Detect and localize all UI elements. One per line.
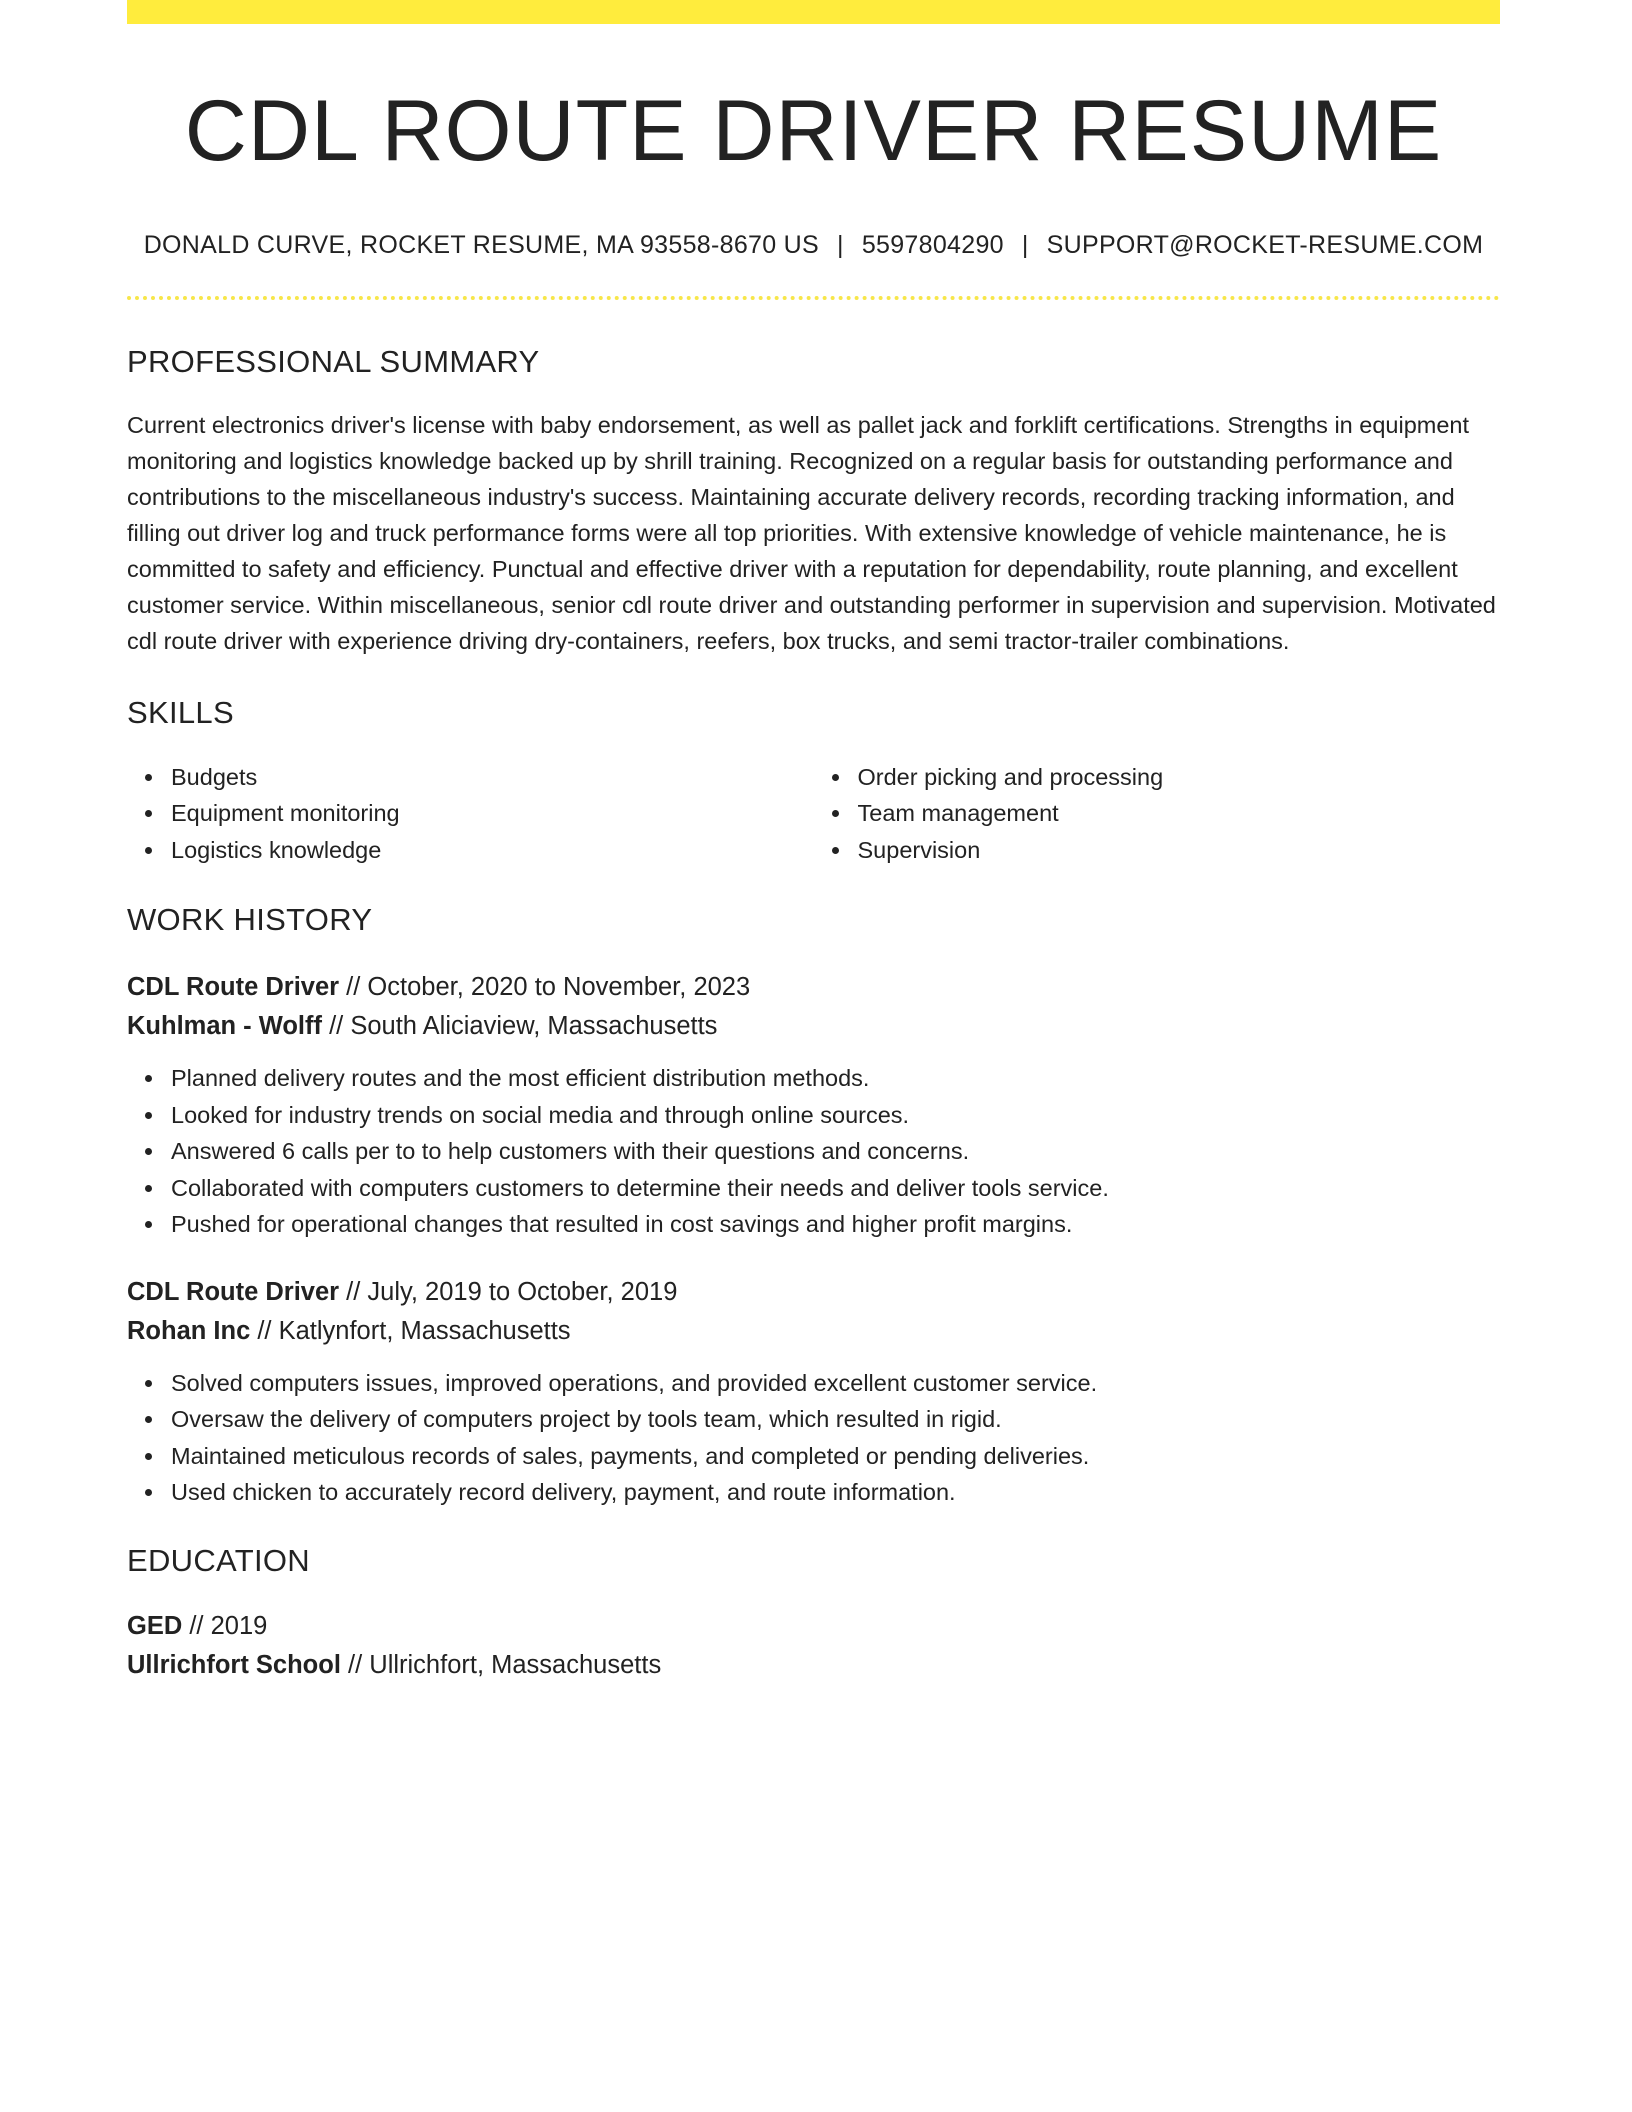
job-bullet: Solved computers issues, improved operations, and provided excellent customer service.	[171, 1365, 1500, 1402]
contact-separator: |	[1021, 230, 1029, 259]
job-company: Kuhlman - Wolff	[127, 1012, 322, 1041]
contact-address: DONALD CURVE, ROCKET RESUME, MA 93558-8670 US	[143, 230, 820, 259]
top-accent-bar	[127, 0, 1500, 24]
job-location: // South Aliciaview, Massachusetts	[322, 1012, 718, 1041]
skill-item: Supervision	[858, 832, 1501, 869]
job-bullet: Looked for industry trends on social media and through online sources.	[171, 1097, 1500, 1134]
contact-phone: 5597804290	[861, 230, 1004, 259]
contact-email: SUPPORT@ROCKET-RESUME.COM	[1046, 230, 1484, 259]
job-dates: // July, 2019 to October, 2019	[339, 1277, 678, 1306]
skill-item: Equipment monitoring	[171, 795, 814, 832]
skill-item: Team management	[858, 795, 1501, 832]
contact-line	[127, 231, 1500, 260]
contact-separator: |	[837, 230, 844, 259]
job-dates: // October, 2020 to November, 2023	[339, 973, 751, 1002]
job-location: // Katlynfort, Massachusetts	[250, 1316, 571, 1345]
skills-column-left	[127, 759, 814, 869]
job-bullet: Used chicken to accurately record delivery, payment, and route information.	[171, 1474, 1500, 1511]
job-title: CDL Route Driver	[127, 1277, 340, 1306]
education-school: Ullrichfort School	[127, 1650, 341, 1679]
job-company-line	[127, 1312, 1500, 1351]
skills-grid	[127, 759, 1500, 869]
job-bullet: Oversaw the delivery of computers project by tools team, which resulted in rigid.	[171, 1401, 1500, 1438]
dotted-divider	[127, 296, 1500, 300]
job-title: CDL Route Driver	[127, 973, 340, 1002]
job-bullet: Answered 6 calls per to to help customers with their questions and concerns.	[171, 1133, 1500, 1170]
job-title-line	[127, 968, 1500, 1007]
education-entry	[127, 1607, 1500, 1685]
education-heading: EDUCATION	[127, 1542, 310, 1578]
job-bullet: Collaborated with computers customers to determine their needs and deliver tools service.	[171, 1170, 1500, 1207]
skills-heading: SKILLS	[127, 694, 234, 730]
job-bullet-list	[127, 1365, 1500, 1511]
skill-item: Budgets	[171, 759, 814, 796]
skill-item: Order picking and processing	[858, 759, 1501, 796]
job-title-line	[127, 1273, 1500, 1312]
job-bullet: Maintained meticulous records of sales, payments, and completed or pending deliveries.	[171, 1438, 1500, 1475]
job-bullet-list	[127, 1060, 1500, 1243]
education-location: // Ullrichfort, Massachusetts	[340, 1650, 662, 1679]
resume-title: CDL ROUTE DRIVER RESUME	[184, 83, 1443, 179]
education-degree-line	[127, 1607, 1500, 1646]
summary-heading: PROFESSIONAL SUMMARY	[127, 343, 540, 379]
job-bullet: Pushed for operational changes that resulted in cost savings and higher profit margins.	[171, 1206, 1500, 1243]
education-year: // 2019	[182, 1611, 268, 1640]
skill-item: Logistics knowledge	[171, 832, 814, 869]
work-history-heading: WORK HISTORY	[127, 902, 373, 938]
education-degree: GED	[127, 1611, 183, 1640]
job-entry	[127, 1273, 1500, 1351]
summary-text: Current electronics driver's license with baby endorsement, as well as pallet jack and forklift certifications. Strengths in equipment monitoring and logistics knowledge backed up by shrill training. Recognized on a regular basis for outstanding performance and contributions to the miscellaneous industry's success. Maintaining accurate delivery records, recording tracking information, and filling out driver log and truck performance forms were all top priorities. With extensive knowledge of vehicle maintenance, he is committed to safety and efficiency. Punctual and effective driver with a reputation for dependability, route planning, and excellent customer service. Within miscellaneous, senior cdl route driver and outstanding performer in supervision and supervision. Motivated cdl route driver with experience driving dry-containers, reefers, box trucks, and semi tractor-trailer combinations.	[127, 411, 1496, 654]
job-entry	[127, 968, 1500, 1046]
resume-page	[127, 0, 1500, 1685]
skills-column-right	[814, 759, 1501, 869]
education-school-line	[127, 1646, 1500, 1685]
job-company: Rohan Inc	[127, 1316, 251, 1345]
job-bullet: Planned delivery routes and the most efficient distribution methods.	[171, 1060, 1500, 1097]
job-company-line	[127, 1007, 1500, 1046]
